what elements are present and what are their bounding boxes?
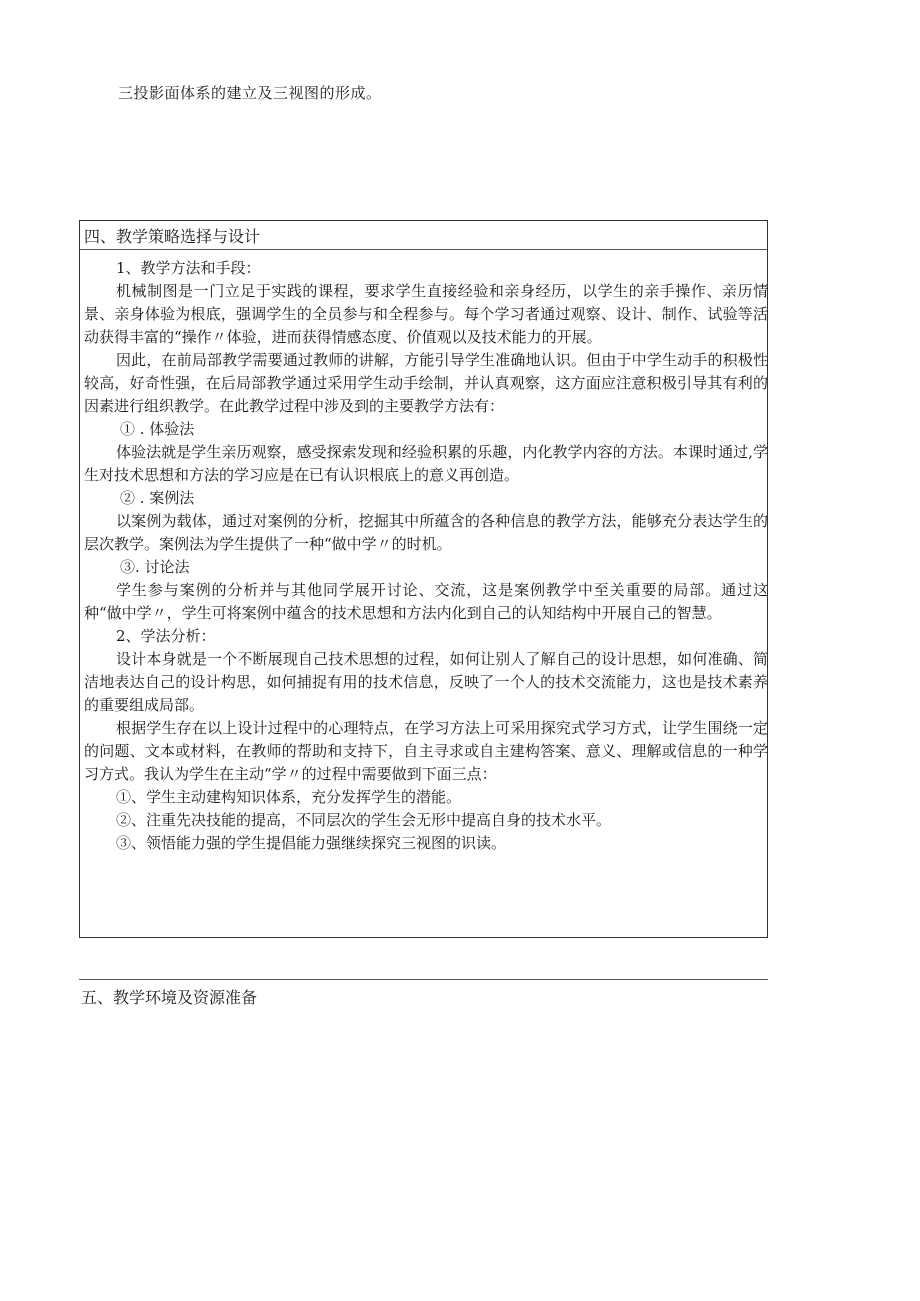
paragraph: 体验法就是学生亲历观察，感受探索发现和经验积累的乐趣，内化教学内容的方法。本课时通过,学生对技术思想和方法的学习应是在已有认识根底上的意义再创造。 — [84, 443, 768, 484]
method-title-experience: ① . 体验法 — [120, 420, 195, 438]
paragraph: 以案例为载体，通过对案例的分析，挖掘其中所蕴含的各种信息的教学方法，能够充分表达学生的层次教学。案例法为学生提供了一种“做中学〃的时机。 — [84, 512, 768, 553]
method-title-case: ② . 案例法 — [120, 489, 195, 507]
method-title-discussion: ③. 讨论法 — [120, 558, 190, 576]
intro-text: 三投影面体系的建立及三视图的形成。 — [118, 84, 382, 102]
subheading-methods: 1、教学方法和手段： — [116, 259, 261, 277]
paragraph: 根据学生存在以上设计过程中的心理特点，在学习方法上可采用探究式学习方式，让学生围绕一定的问题、文本或材料，在教师的帮助和支持下，自主寻求或自主建构答案、意义、理解或信息的一种学习方式。我认为学生在主动“学〃的过程中需要做到下面三点： — [84, 719, 768, 783]
paragraph: 设计本身就是一个不断展现自己技术思想的过程，如何让别人了解自己的设计思想，如何准确、简洁地表达自己的设计构思，如何捕捉有用的技术信息，反映了一个人的技术交流能力，这也是技术素养的重要组成局部。 — [84, 650, 768, 714]
paragraph: 机械制图是一门立足于实践的课程，要求学生直接经验和亲身经历，以学生的亲手操作、亲历情景、亲身体验为根底，强调学生的全员参与和全程参与。每个学习者通过观察、设计、制作、试验等活动获得丰富的“操作〃体验，进而获得情感态度、价值观以及技术能力的开展。 — [84, 282, 768, 346]
list-item: ③、领悟能力强的学生提倡能力强继续探究三视图的识读。 — [116, 834, 507, 852]
divider — [80, 249, 767, 250]
divider — [79, 979, 768, 980]
section-title: 五、教学环境及资源准备 — [81, 988, 258, 1007]
teaching-strategy-section — [79, 220, 768, 938]
list-item: ①、学生主动建构知识体系，充分发挥学生的潜能。 — [116, 788, 462, 806]
section-title: 四、教学策略选择与设计 — [84, 227, 261, 246]
section-content — [84, 257, 768, 855]
subheading-learning: 2、学法分析： — [116, 627, 216, 645]
list-item: ②、注重先决技能的提高，不同层次的学生会无形中提高自身的技术水平。 — [116, 811, 612, 829]
paragraph: 因此，在前局部教学需要通过教师的讲解，方能引导学生准确地认识。但由于中学生动手的积极性较高，好奇性强，在后局部教学通过采用学生动手绘制，并认真观察，这方面应注意积极引导其有利的因素进行组织教学。在此教学过程中涉及到的主要教学方法有： — [84, 351, 768, 415]
paragraph: 学生参与案例的分析并与其他同学展开讨论、交流，这是案例教学中至关重要的局部。通过这种“做中学〃，学生可将案例中蕴含的技术思想和方法内化到自己的认知结构中开展自己的智慧。 — [84, 581, 768, 622]
